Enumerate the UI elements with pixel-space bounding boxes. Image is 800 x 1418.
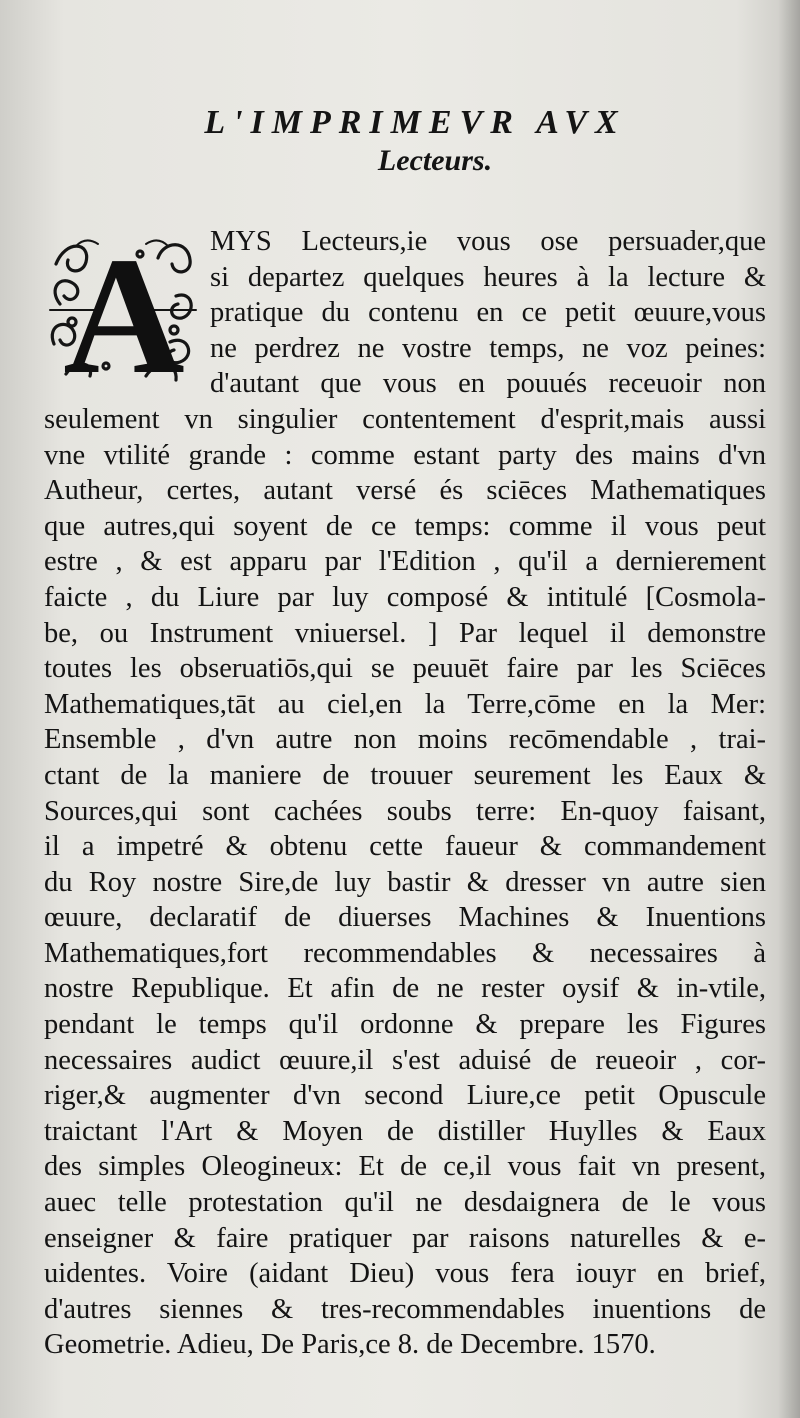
- text-line: toutes les obseruatiōs,qui se peuuēt faire par les Sciēces: [44, 653, 766, 685]
- initial-letter: A: [63, 234, 185, 386]
- text-line: d'autant que vous en pouués receuoir non: [210, 368, 766, 400]
- text-line: necessaires audict œuure,il s'est aduisé de reueoir , cor-: [44, 1044, 766, 1076]
- text-line: uidentes. Voire (aidant Dieu) vous fera iouyr en brief,: [44, 1258, 766, 1290]
- text-line: d'autres siennes & tres-recommendables inuentions de: [44, 1293, 766, 1325]
- text-line: MYS Lecteurs,ie vous ose persuader,que: [210, 226, 766, 257]
- text-line: Geometrie. Adieu, De Paris,ce 8. de Decembre. 1570.: [44, 1329, 656, 1361]
- text-line: il a impetré & obtenu cette faueur & commandement: [44, 831, 766, 863]
- text-line: œuure, declaratif de diuerses Machines & Inuentions: [44, 902, 766, 934]
- header-subtitle: Lecteurs.: [377, 144, 493, 177]
- text-line: enseigner & faire pratiquer par raisons naturelles & e-: [44, 1222, 766, 1254]
- page-edge-shadow: [778, 0, 800, 1418]
- text-line: Mathematiques,fort recommendables & necessaires à: [44, 937, 766, 969]
- text-line: estre , & est apparu par l'Edition , qu'il a dernierement: [44, 546, 766, 578]
- text-line: vne vtilité grande : comme estant party des mains d'vn: [44, 439, 766, 471]
- text-line: ne perdrez ne vostre temps, ne voz peines:: [210, 332, 766, 364]
- text-line: auec telle protestation qu'il ne desdaignera de le vous: [44, 1187, 766, 1219]
- text-line: riger,& augmenter d'vn second Liure,ce petit Opuscule: [44, 1080, 766, 1112]
- text-line: faicte , du Liure par luy composé & intitulé [Cosmola-: [44, 581, 766, 613]
- text-line: seulement vn singulier contentement d'esprit,mais aussi: [44, 403, 766, 435]
- text-line: nostre Republique. Et afin de ne rester oysif & in-vtile,: [44, 973, 766, 1005]
- page-header: [0, 104, 800, 178]
- text-line: Mathematiques,tāt au ciel,en la Terre,cōme en la Mer:: [44, 688, 766, 720]
- text-line: Autheur, certes, autant versé és sciēces Mathematiques: [44, 475, 766, 507]
- text-line: du Roy nostre Sire,de luy bastir & dresser vn autre sien: [44, 866, 766, 898]
- text-line: traictant l'Art & Moyen de distiller Huylles & Eaux: [44, 1115, 766, 1147]
- text-line: Sources,qui sont cachées soubs terre: En-quoy faisant,: [44, 795, 766, 827]
- header-title: L'IMPRIMEVR AVX: [204, 104, 626, 141]
- text-line: si departez quelques heures à la lecture &: [210, 261, 766, 293]
- text-line: que autres,qui soyent de ce temps: comme il vous peut: [44, 510, 766, 542]
- body-text: [44, 224, 766, 1363]
- text-line: des simples Oleogineux: Et de ce,il vous fait vn present,: [44, 1151, 766, 1183]
- text-line: Ensemble , d'vn autre non moins recōmendable , trai-: [44, 724, 766, 756]
- text-line: ctant de la maniere de trouuer seurement les Eaux &: [44, 759, 766, 791]
- text-line: pratique du contenu en ce petit œuure,vous: [210, 297, 766, 329]
- text-line: pendant le temps qu'il ordonne & prepare les Figures: [44, 1009, 766, 1041]
- text-line: be, ou Instrument vniuersel. ] Par lequel il demonstre: [44, 617, 766, 649]
